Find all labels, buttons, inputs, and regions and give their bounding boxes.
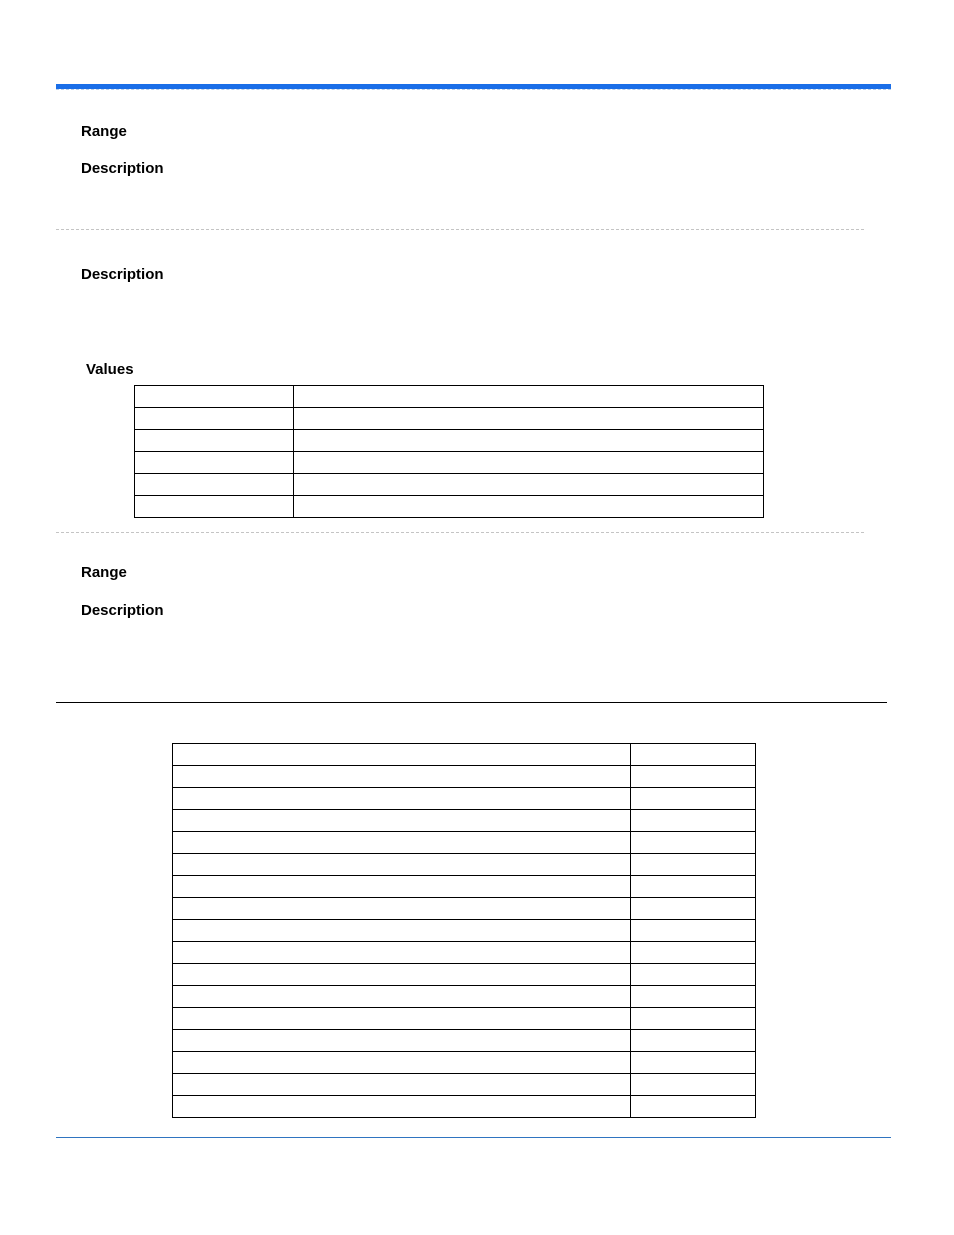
summary-table-row [173, 964, 756, 986]
table-cell [631, 744, 756, 766]
values-table-row [135, 430, 764, 452]
values-label: Values [86, 361, 134, 378]
values-table-row [135, 386, 764, 408]
table-cell [135, 496, 294, 518]
values-table-row [135, 474, 764, 496]
section-divider-solid [56, 702, 887, 703]
table-cell [173, 898, 631, 920]
table-cell [631, 766, 756, 788]
table-cell [173, 920, 631, 942]
table-cell [631, 920, 756, 942]
table-cell [631, 986, 756, 1008]
summary-table-row [173, 1008, 756, 1030]
table-cell [173, 1008, 631, 1030]
description-label-2: Description [81, 266, 164, 283]
summary-table-row [173, 832, 756, 854]
header-dashed-rule [56, 89, 891, 90]
table-cell [294, 408, 764, 430]
summary-table-row [173, 942, 756, 964]
table-cell [173, 854, 631, 876]
table-cell [631, 832, 756, 854]
table-cell [631, 1030, 756, 1052]
table-cell [135, 474, 294, 496]
summary-table-row [173, 1030, 756, 1052]
table-cell [631, 788, 756, 810]
table-cell [173, 876, 631, 898]
table-cell [294, 430, 764, 452]
table-cell [294, 452, 764, 474]
table-cell [631, 1052, 756, 1074]
table-cell [631, 964, 756, 986]
description-label-1: Description [81, 160, 164, 177]
summary-table-row [173, 766, 756, 788]
table-cell [135, 386, 294, 408]
summary-table-row [173, 788, 756, 810]
table-cell [135, 430, 294, 452]
section-divider-2 [56, 532, 864, 533]
range-label-1: Range [81, 123, 127, 140]
values-table-row [135, 452, 764, 474]
footer-rule [56, 1137, 891, 1138]
table-cell [173, 1030, 631, 1052]
table-cell [173, 788, 631, 810]
table-cell [173, 810, 631, 832]
table-cell [173, 1074, 631, 1096]
range-label-2: Range [81, 564, 127, 581]
description-label-3: Description [81, 602, 164, 619]
table-cell [173, 1052, 631, 1074]
table-cell [631, 1008, 756, 1030]
summary-table-row [173, 1074, 756, 1096]
summary-table-row [173, 744, 756, 766]
table-cell [173, 964, 631, 986]
summary-table [172, 743, 756, 1118]
values-table [134, 385, 764, 518]
values-table-row [135, 408, 764, 430]
values-table-row [135, 496, 764, 518]
summary-table-row [173, 876, 756, 898]
table-cell [631, 810, 756, 832]
table-cell [135, 408, 294, 430]
table-cell [631, 898, 756, 920]
summary-table-row [173, 1052, 756, 1074]
summary-table-row [173, 920, 756, 942]
table-cell [631, 876, 756, 898]
table-cell [631, 942, 756, 964]
table-cell [631, 854, 756, 876]
table-cell [173, 832, 631, 854]
summary-table-row [173, 810, 756, 832]
table-cell [173, 986, 631, 1008]
summary-table-row [173, 898, 756, 920]
table-cell [631, 1096, 756, 1118]
table-cell [135, 452, 294, 474]
section-divider-1 [56, 229, 864, 230]
table-cell [173, 766, 631, 788]
table-cell [294, 496, 764, 518]
table-cell [173, 1096, 631, 1118]
table-cell [173, 744, 631, 766]
table-cell [294, 386, 764, 408]
summary-table-row [173, 986, 756, 1008]
summary-table-row [173, 1096, 756, 1118]
table-cell [294, 474, 764, 496]
summary-table-row [173, 854, 756, 876]
table-cell [173, 942, 631, 964]
table-cell [631, 1074, 756, 1096]
